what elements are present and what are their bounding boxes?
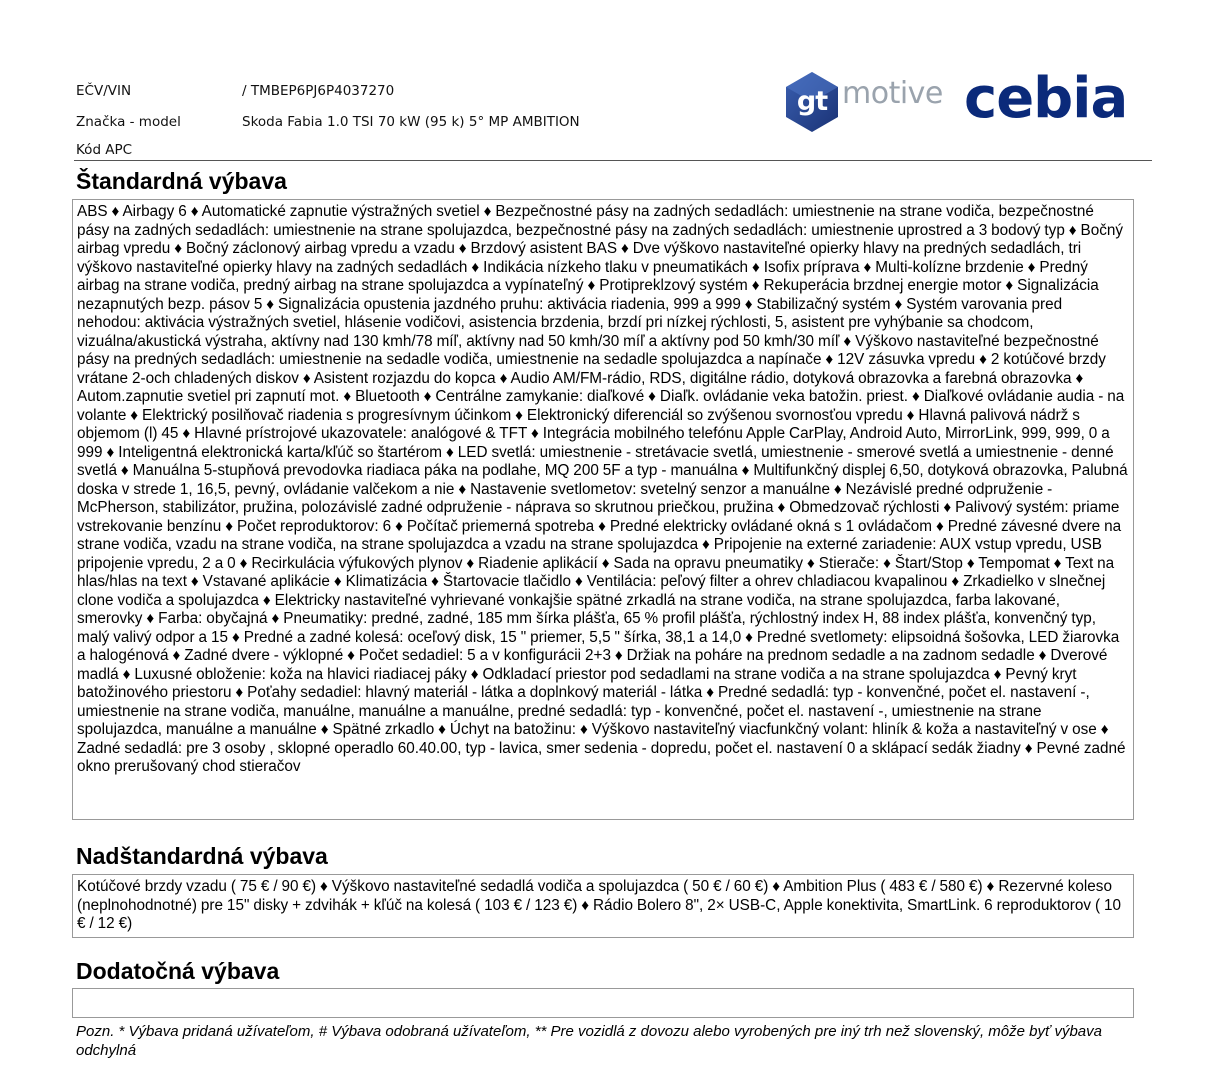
report-header: [0, 0, 1222, 162]
brand-model-label: Značka - model: [76, 114, 181, 130]
gt-logo-text: gt: [796, 86, 828, 117]
apc-label: Kód APC: [76, 142, 133, 158]
motive-logo-text: motive: [842, 76, 943, 111]
footnote: Pozn. * Výbava pridaná užívateľom, # Výbava odobraná užívateľom, ** Pre vozidlá z dovozu alebo vyrobených pre iný trh než slovenský, môže byť výbava odchylná: [76, 1023, 1102, 1059]
additional-equipment-box: [72, 988, 1134, 1018]
standard-equipment-text: ABS ♦ Airbagy 6 ♦ Automatické zapnutie výstražných svetiel ♦ Bezpečnostné pásy na zadných sedadlách: umiestnenie na strane vodiča, bezpečnostné pásy na zadných sedadlách: umiestnenie na strane spolujazdca, bezpečnostné pásy na zadných sedadlách: umiestnenie uprostred a 3 bodový typ ♦ Bočný airbag vpredu ♦ Bočný záclonový airbag vpredu a vzadu ♦ Brzdový asistent BAS ♦ Dve výškovo nastaviteľné opierky hlavy na predných sedadlách, tri výškovo nastaviteľné opierky hlavy na zadných sedadlách ♦ Indikácia nízkeho tlaku v pneumatikách ♦ Isofix príprava ♦ Multi-kolízne brzdenie ♦ Predný airbag na strane vodiča, predný airbag na strane spolujazdca a vypínateľný ♦ Protipreklzový systém ♦ Rekuperácia brzdnej energie motor ♦ Signalizácia nezapnutých bezp. pásov 5 ♦ Signalizácia opustenia jazdného pruhu: aktivácia riadenia, 999 a 999 ♦ Stabilizačný systém ♦ Systém varovania pred nehodou: aktivácia výstražných svetiel, hlásenie vodičovi, asistencia brzdenia, brzdí pri nízkej rýchlosti, 5, asistent pre vyhýbanie sa chodcom, vizuálna/akustická výstraha, aktívny nad 130 kmh/78 míľ, aktívny nad 50 kmh/30 míľ a aktívny pod 50 kmh/30 míľ ♦ Výškovo nastaviteľné bezpečnostné pásy na predných sedadlách: umiestnenie na sedadle vodiča, umiestnenie na sedadle spolujazdca a napínače ♦ 12V zásuvka vpredu ♦ 2 kotúčové brzdy vrátane 2-och chladených diskov ♦ Asistent rozjazdu do kopca ♦ Audio AM/FM-rádio, RDS, digitálne rádio, dotyková obrazovka a farebná obrazovka ♦ Autom.zapnutie svetiel pri zapnutí mot. ♦ Bluetooth ♦ Centrálne zamykanie: diaľkové ♦ Diaľk. ovládanie veka batožin. priest. ♦ Diaľkové ovládanie audia - na volante ♦ Elektrický posilňovač riadenia s progresívnym účinkom ♦ Elektronický diferenciál so zvýšenou svornosťou vpredu ♦ Hlavná palivová nádrž s objemom (l) 45 ♦ Hlavné prístrojové ukazovatele: analógové & TFT ♦ Integrácia mobilného telefónu Apple CarPlay, Android Auto, MirrorLink, 999, 999, 0 a 999 ♦ Inteligentná elektronická karta/kľúč so štartérom ♦ LED svetlá: umiestnenie - stretávacie svetlá, umiestnenie - smerové svetlá a umiestnenie - denné svetlá ♦ Manuálna 5-stupňová prevodovka riadiaca páka na podlahe, MQ 200 5F a typ - manuálna ♦ Multifunkčný displej 6,50, dotyková obrazovka, Palubná doska v strede 1, 16,5, pevný, ovládanie valčekom a nie ♦ Nastavenie svetlometov: svetelný senzor a manuálne ♦ Nezávislé predné odpruženie - McPherson, stabilizátor, pružina, polozávislé zadné odpruženie - náprava so skrutnou priečkou, pružina ♦ Obmedzovač rýchlosti ♦ Palivový systém: priame vstrekovanie benzínu ♦ Počet reproduktorov: 6 ♦ Počítač priemerná spotreba ♦ Predné elektricky ovládané okná s 1 ovládačom ♦ Predné závesné dvere na strane vodiča, vzadu na strane vodiča, na strane spolujazdca a vzadu na strane spolujazdca ♦ Pripojenie na externé zariadenie: AUX vstup vpredu, USB pripojenie vpredu, 2 a 0 ♦ Recirkulácia výfukových plynov ♦ Riadenie aplikácií ♦ Sada na opravu pneumatiky ♦ Stierače: ♦ Štart/Stop ♦ Tempomat ♦ Text na hlas/hlas na text ♦ Vstavané aplikácie ♦ Klimatizácia ♦ Štartovacie tlačidlo ♦ Ventilácia: peľový filter a ohrev chladiacou kvapalinou ♦ Zrkadielko v slnečnej clone vodiča a spolujazdca ♦ Elektricky nastaviteľné vyhrievané vonkajšie spätné zrkadlá na strane vodiča, na strane spolujazdca, farba lakované, smerovky ♦ Farba: obyčajná ♦ Pneumatiky: predné, zadné, 185 mm šírka plášťa, 65 % profil plášťa, rýchlostný index H, 88 index plášťa, konvenčný typ, malý valivý odpor a 15 ♦ Predné a zadné kolesá: oceľový disk, 15 " priemer, 5,5 " šírka, 38,1 a 14,0 ♦ Predné svetlomety: elipsoidná šošovka, LED žiarovka a halogénová ♦ Zadné dvere - výklopné ♦ Počet sedadiel: 5 a v konfigurácii 2+3 ♦ Držiak na poháre na prednom sedadle a na zadnom sedadle ♦ Dverové madlá ♦ Luxusné obloženie: koža na hlavici riadiacej páky ♦ Odkladací priestor pod sedadlami na strane vodiča a na strane spolujazdca ♦ Pevný kryt batožinového priestoru ♦ Poťahy sedadiel: hlavný materiál - látka a doplnkový materiál - látka ♦ Predné sedadlá: typ - konvenčné, počet el. nastavení -, umiestnenie na strane vodiča, manuálne, manuálne a manuálne, predné sedadlá: typ - konvenčné, počet el. nastavení -, umiestnenie na strane spolujazdca, manuálne a manuálne ♦ Spätné zrkadlo ♦ Úchyt na batožinu: ♦ Výškovo nastaviteľný viacfunkčný volant: hliník & koža a nastaviteľný v ose ♦ Zadné sedadlá: pre 3 osoby , sklopné operadlo 60.40.00, typ - lavica, smer sedenia - dopredu, počet el. nastavení 0 a sklápací sedák žiadny ♦ Pevné zadné okno prerušovaný chod stieračov: [77, 203, 1128, 775]
additional-equipment-text: [73, 989, 1133, 995]
brand-model-row: [76, 114, 580, 130]
cebia-logo-text: cebia: [964, 66, 1128, 131]
extra-equipment-text: Kotúčové brzdy vzadu ( 75 € / 90 €) ♦ Výškovo nastaviteľné sedadlá vodiča a spolujazdca ( 50 € / 60 €) ♦ Ambition Plus ( 483 € / 580 €) ♦ Rezervné koleso (neplnohodnotné) pre 15" disky + zdvihák + kľúč na kolesá ( 103 € / 123 €) ♦ Rádio Bolero 8", 2× USB-C, Apple konektivita, SmartLink. 6 reproduktorov ( 10 € / 12 €): [77, 878, 1122, 932]
standard-equipment-title: Štandardná výbava: [76, 168, 287, 194]
brand-model-value: Skoda Fabia 1.0 TSI 70 kW (95 k) 5° MP AMBITION: [242, 114, 580, 130]
gt-motive-cebia-logo: [780, 66, 1140, 140]
ecv-vin-row: [76, 83, 394, 99]
extra-equipment-title: Nadštandardná výbava: [76, 843, 328, 869]
standard-equipment-box: [72, 199, 1134, 820]
ecv-vin-value: / TMBEP6PJ6P4037270: [242, 83, 395, 99]
additional-equipment-title: Dodatočná výbava: [76, 958, 280, 984]
ecv-vin-label: EČV/VIN: [76, 83, 132, 99]
header-divider: [74, 160, 1152, 161]
apc-row: [76, 142, 242, 158]
extra-equipment-box: [72, 874, 1134, 938]
